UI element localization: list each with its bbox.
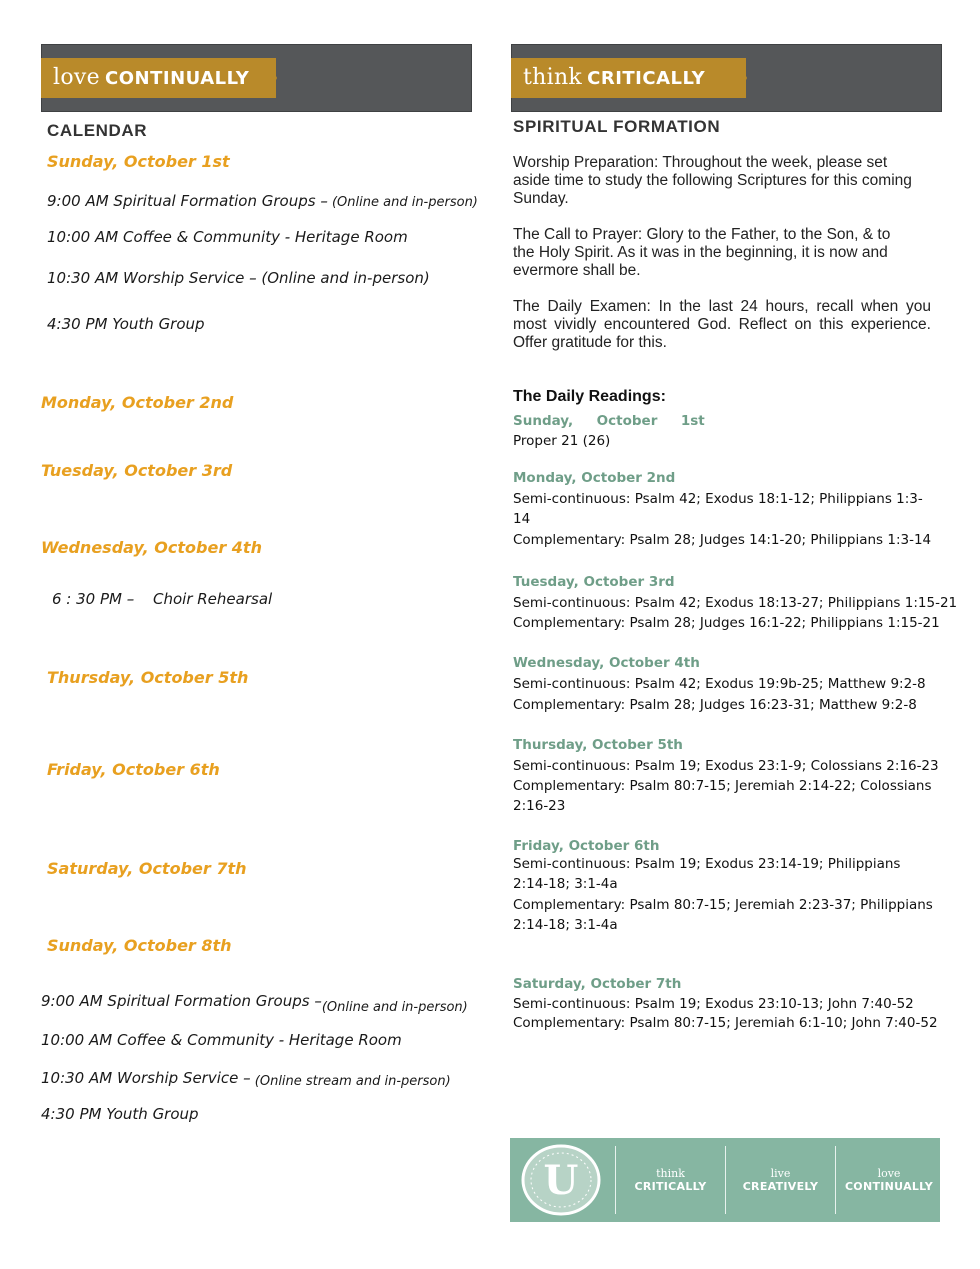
- reading-line: Complementary: Psalm 80:7-15; Jeremiah 2:14-22; Colossians 2:16-23: [513, 778, 932, 814]
- footer-bold-word: CREATIVELY: [742, 1180, 819, 1193]
- calendar-day-friday-oct-6: Friday, October 6th: [47, 760, 220, 779]
- love-continually-banner: [41, 58, 276, 98]
- calendar-event: [41, 1069, 451, 1087]
- calendar-heading: CALENDAR: [47, 121, 148, 140]
- reading-line: Complementary: Psalm 28; Judges 14:1-20; Philippians 1:3-14: [513, 532, 932, 548]
- calendar-event-time: 6 : 30 PM –: [52, 590, 135, 608]
- footer-think-critically: [618, 1167, 723, 1193]
- think-critically-banner: [511, 58, 746, 98]
- footer-love-continually: [838, 1167, 940, 1193]
- calendar-day-wednesday-oct-4: Wednesday, October 4th: [41, 538, 262, 557]
- daily-examen-paragraph: The Daily Examen: In the last 24 hours, recall when you most vividly encountered God. Reflect on this experience. Offer gratitude for this.: [513, 298, 931, 351]
- calendar-event: 10:30 AM Worship Service – (Online and in-person): [47, 269, 430, 287]
- divider: [615, 1146, 616, 1214]
- calendar-event: 10:00 AM Coffee & Community - Heritage Room: [47, 228, 408, 246]
- reading-day-monday: Monday, October 2nd: [513, 470, 676, 486]
- logo-letter: U: [543, 1157, 579, 1204]
- reading-line: Complementary: Psalm 28; Judges 16:23-31; Matthew 9:2-8: [513, 697, 917, 713]
- banner-label: [523, 65, 705, 90]
- calendar-event: 4:30 PM Youth Group: [41, 1105, 199, 1123]
- event-note: (Online and in-person): [321, 1000, 468, 1015]
- daily-readings-title: The Daily Readings:: [513, 388, 666, 405]
- divider: [725, 1146, 726, 1214]
- calendar-day-saturday-oct-7: Saturday, October 7th: [47, 859, 247, 878]
- worship-preparation-paragraph: Worship Preparation: Throughout the week, please set aside time to study the following Scriptures for this coming Sunday.: [513, 154, 912, 207]
- reading-line: Semi-continuous: Psalm 42; Exodus 18:13-27; Philippians 1:15-21: [513, 595, 958, 611]
- calendar-event: [47, 192, 478, 210]
- divider: [835, 1146, 836, 1214]
- reading-line: Proper 21 (26): [513, 433, 611, 449]
- calendar-event: 10:00 AM Coffee & Community - Heritage Room: [41, 1031, 402, 1049]
- reading-day-sunday: Sunday, October 1st: [513, 413, 705, 429]
- footer-bold-word: CONTINUALLY: [844, 1180, 934, 1193]
- reading-line: Semi-continuous: Psalm 19; Exodus 23:10-13; John 7:40-52: [513, 996, 914, 1012]
- calendar-day-sunday-oct-8: Sunday, October 8th: [47, 936, 232, 955]
- reading-day-saturday: Saturday, October 7th: [513, 976, 682, 992]
- reading-line: Semi-continuous: Psalm 42; Exodus 19:9b-25; Matthew 9:2-8: [513, 676, 926, 692]
- spiritual-formation-heading: SPIRITUAL FORMATION: [513, 117, 721, 136]
- call-to-prayer-paragraph: The Call to Prayer: Glory to the Father, to the Son, & to the Holy Spirit. As it was in the beginning, it is now and evermore shall be.: [513, 226, 891, 279]
- reading-day-wednesday: Wednesday, October 4th: [513, 655, 700, 671]
- calendar-event: 4:30 PM Youth Group: [47, 315, 205, 333]
- event-note: (Online stream and in-person): [250, 1074, 451, 1089]
- reading-line: Semi-continuous: Psalm 42; Exodus 18:1-12; Philippians 1:3-14: [513, 491, 923, 527]
- banner-light-word: love: [53, 65, 100, 90]
- reading-line: Semi-continuous: Psalm 19; Exodus 23:14-19; Philippians 2:14-18; 3:1-4a: [513, 856, 901, 892]
- banner-light-word: think: [523, 65, 583, 90]
- reading-day-tuesday: Tuesday, October 3rd: [513, 574, 675, 590]
- calendar-day-monday-oct-2: Monday, October 2nd: [41, 393, 234, 412]
- reading-line: Semi-continuous: Psalm 19; Exodus 23:1-9; Colossians 2:16-23: [513, 758, 939, 774]
- footer-values-strip: [510, 1138, 940, 1222]
- banner-bold-word: CRITICALLY: [587, 68, 706, 89]
- footer-live-creatively: [728, 1167, 833, 1193]
- calendar-event: [41, 992, 468, 1015]
- reading-line: Complementary: Psalm 28; Judges 16:1-22; Philippians 1:15-21: [513, 615, 940, 631]
- footer-bold-word: CRITICALLY: [634, 1180, 707, 1193]
- footer-light-word: love: [877, 1167, 901, 1180]
- reading-day-friday: Friday, October 6th: [513, 838, 660, 854]
- event-text: 9:00 AM Spiritual Formation Groups –: [47, 192, 328, 210]
- calendar-day-thursday-oct-5: Thursday, October 5th: [47, 668, 249, 687]
- banner-label: [53, 65, 249, 90]
- calendar-day-tuesday-oct-3: Tuesday, October 3rd: [41, 461, 233, 480]
- calendar-event: Choir Rehearsal: [153, 590, 273, 608]
- reading-line: Complementary: Psalm 80:7-15; Jeremiah 2:23-37; Philippians 2:14-18; 3:1-4a: [513, 897, 933, 933]
- footer-light-word: live: [770, 1167, 791, 1180]
- event-text: 10:30 AM Worship Service –: [41, 1069, 251, 1087]
- banner-bold-word: CONTINUALLY: [105, 68, 250, 89]
- church-logo-icon: [518, 1142, 604, 1218]
- reading-day-thursday: Thursday, October 5th: [513, 737, 683, 753]
- reading-line: Complementary: Psalm 80:7-15; Jeremiah 6:1-10; John 7:40-52: [513, 1015, 938, 1031]
- event-note: (Online and in-person): [327, 195, 478, 210]
- footer-light-word: think: [656, 1167, 685, 1180]
- event-text: 9:00 AM Spiritual Formation Groups –: [41, 992, 322, 1010]
- calendar-day-sunday-oct-1: Sunday, October 1st: [47, 152, 230, 171]
